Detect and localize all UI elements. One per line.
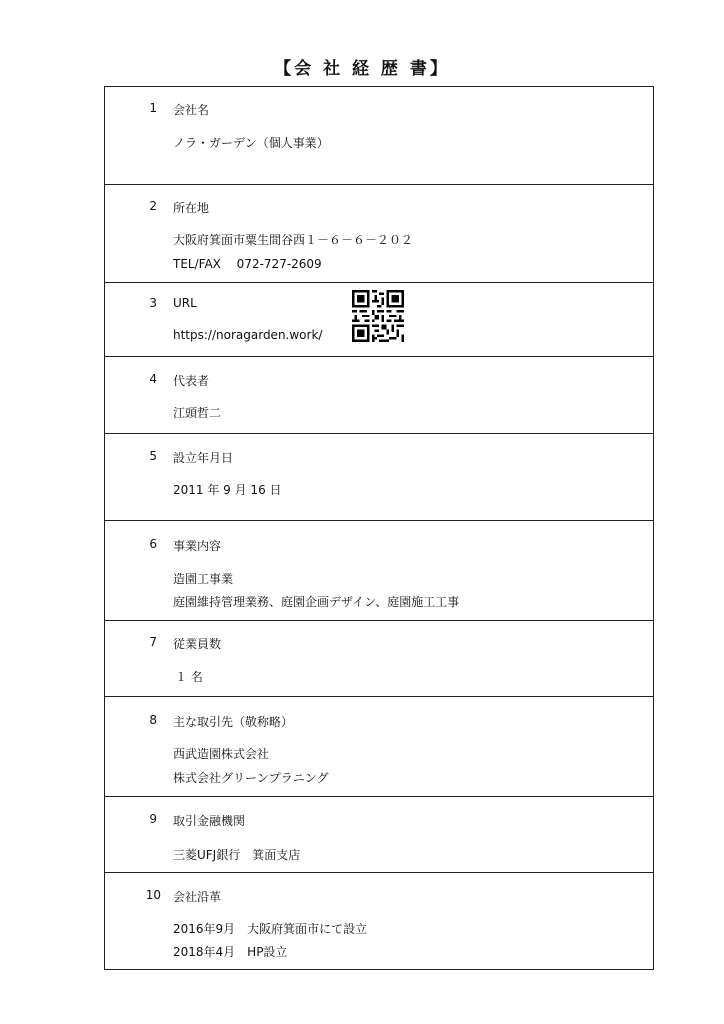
page-title: 【会 社 経 歴 書】 [274,59,450,79]
representative-value: 江頭哲二 [173,406,222,420]
section-number: 6 [149,537,157,551]
client-value: 株式会社グリーンプラニング [173,771,329,785]
section-heading: 取引金融機関 [173,814,246,828]
section-bank [105,796,653,872]
section-heading: 主な取引先（敬称略） [173,715,294,729]
company-profile-table [104,86,654,970]
section-representative [105,356,653,433]
section-heading: 代表者 [173,374,210,388]
section-url [105,282,653,356]
section-history [105,872,653,969]
section-number: 8 [149,713,157,727]
qr-code-icon [352,290,404,342]
employees-value: １ 名 [175,670,203,684]
history-value: 2018年4月 HP設立 [173,945,288,959]
address-value: 大阪府箕面市粟生間谷西１－６－６－２０２ [173,233,414,247]
section-established [105,433,653,520]
section-business [105,520,653,620]
section-heading: 設立年月日 [173,451,234,465]
section-number: 5 [149,449,157,463]
section-number: 3 [149,296,157,310]
section-heading: 従業員数 [173,637,222,651]
section-number: 1 [149,101,157,115]
section-address [105,184,653,282]
section-number: 4 [149,372,157,386]
section-company-name [105,87,653,184]
section-heading: 会社沿革 [173,890,222,904]
section-number: 9 [149,812,157,826]
history-value: 2016年9月 大阪府箕面市にて設立 [173,922,368,936]
section-heading: 会社名 [173,103,210,117]
section-number: 2 [149,199,157,213]
business-detail-value: 庭園維持管理業務、庭園企画デザイン、庭園施工工事 [173,595,460,609]
section-number: 7 [149,635,157,649]
bank-value: 三菱UFJ銀行 箕面支店 [173,848,301,862]
section-number: 10 [145,888,161,902]
tel-fax-value: TEL/FAX 072-727-2609 [173,257,322,271]
business-value: 造園工事業 [173,572,234,586]
section-heading: 所在地 [173,201,210,215]
section-heading: URL [173,296,197,310]
established-date-value: 2011 年 9 月 16 日 [173,483,282,497]
section-employees [105,620,653,696]
company-name-value: ノラ・ガーデン（個人事業） [173,136,329,150]
url-link[interactable]: https://noragarden.work/ [173,328,323,342]
section-heading: 事業内容 [173,539,222,553]
client-value: 西武造園株式会社 [173,747,270,761]
section-clients [105,696,653,796]
